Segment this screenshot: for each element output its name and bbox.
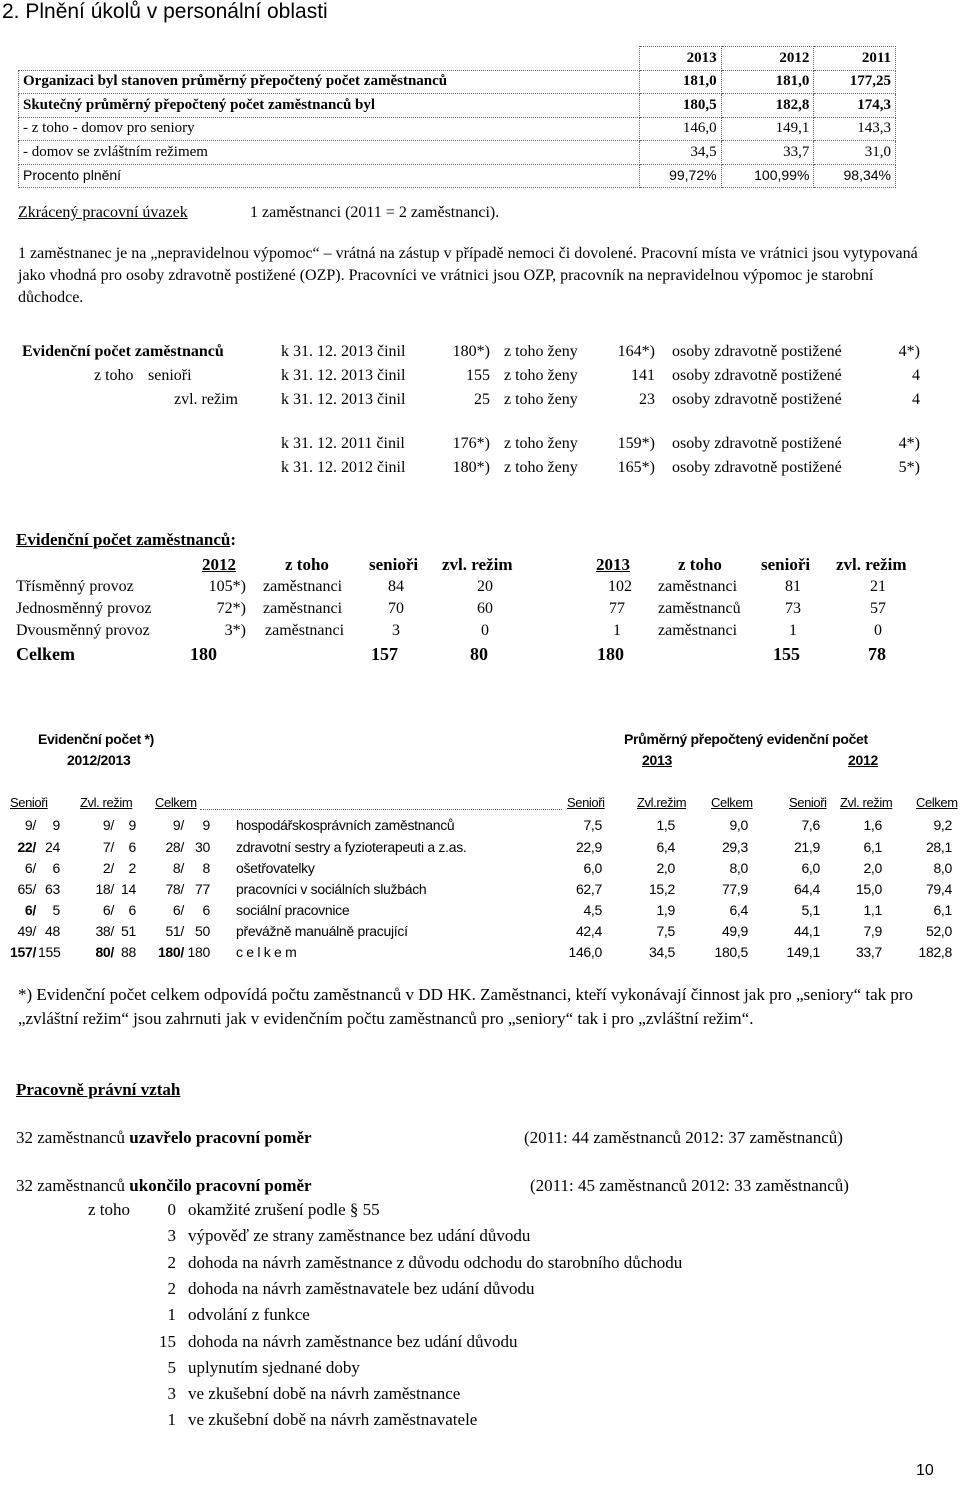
reason-text: ve zkušební době na návrh zaměstnavatele — [188, 1410, 478, 1430]
reason-count: 15 — [159, 1331, 176, 1351]
shift-n1: 105*) — [208, 578, 246, 595]
staff-col-header: Celkem — [155, 795, 197, 810]
staff-count-special-2012: 9/ — [102, 817, 114, 833]
terminated-count: 32 zaměstnanců — [16, 1176, 130, 1195]
row-label: - z toho - domov pro seniory — [19, 117, 640, 141]
cell: 180,5 — [640, 94, 722, 118]
staff-fte-value: 52,0 — [925, 923, 952, 939]
staff-count-total-2013: 180 — [187, 944, 210, 960]
shift-total-label: Celkem — [16, 644, 75, 664]
reason-text: odvolání z funkce — [188, 1305, 310, 1325]
staff-count-total-2012: 8/ — [172, 860, 184, 876]
shift-label: Třísměnný provoz — [16, 578, 134, 595]
evid-count: 180*) — [452, 343, 490, 360]
staff-fte-value: 1,6 — [863, 817, 882, 833]
shifts-year: 2012 — [202, 555, 236, 574]
shift-label: Jednosměnný provoz — [16, 600, 152, 617]
evid-women-label: z toho ženy — [504, 435, 578, 452]
staff-fte-value: 6,4 — [656, 839, 675, 855]
staff-fte-value: 15,2 — [648, 881, 675, 897]
staff-count-seniors-2012: 65/ — [17, 881, 36, 897]
plan-table-row — [19, 141, 896, 165]
staff-fte-value: 2,0 — [656, 860, 675, 876]
cell: 146,0 — [640, 117, 722, 141]
hired-label: uzavřelo pracovní poměr — [129, 1128, 312, 1147]
evid-women: 159*) — [617, 435, 655, 452]
staff-count-total-2012: 6/ — [172, 902, 184, 918]
paragraph: 1 zaměstnanec je na „nepravidelnou výpomoc“ – vrátná na zástup v případě nemoci či dovolené. Pracovní místa ve vrátnici jsou vytypovaná jako vhodná pro osoby zdravotně postižené (OZP). Pracovníci ve vrátnici jsou OZP, pracovník na nepravidelnou výpomoc je starobní důchodce. — [18, 245, 918, 306]
staff-fte-value: 7,9 — [863, 923, 882, 939]
staff-fte-value: 7,6 — [801, 817, 820, 833]
evid-date: k 31. 12. 2013 činil — [281, 343, 406, 360]
row-label: - domov se zvláštním režimem — [19, 141, 640, 165]
staff-count-total-2013: 6 — [202, 902, 210, 918]
staff-right-year: 2012 — [848, 752, 878, 768]
terminated-comparison: (2011: 45 zaměstnanců 2012: 33 zaměstnanců) — [530, 1176, 849, 1195]
shift-total-n2: 180 — [597, 644, 624, 664]
cell: 181,0 — [640, 70, 722, 94]
labor-line-terminated — [16, 1176, 312, 1196]
staff-fte-value: 7,5 — [656, 923, 675, 939]
reason-count: 3 — [167, 1384, 176, 1404]
shift-z1: 60 — [477, 600, 493, 617]
labor-ztoho: z toho — [88, 1200, 131, 1219]
shift-s1: 70 — [388, 600, 404, 617]
cell: 33,7 — [721, 141, 814, 165]
year-header: 2012 — [721, 47, 814, 71]
shifts-title-text: Evidenční počet zaměstnanců — [16, 530, 231, 549]
staff-fte-value: 1,9 — [656, 902, 675, 918]
shift-z2: 0 — [874, 622, 882, 639]
staff-fte-value: 64,4 — [793, 881, 820, 897]
staff-right-title: Průměrný přepočtený evidenční počet — [624, 731, 868, 747]
shifts-title — [16, 530, 236, 550]
footnote: *) Evidenční počet celkem odpovídá počtu zaměstnanců v DD HK. Zaměstnanci, kteří vykonávají činnost jak pro „seniory“ tak pro „zvláštní režim“ jsou zahrnuti jak v evidenčním počtu zaměstnanců pro „seniory“ tak i pro „zvláštní režim“. — [18, 985, 914, 1028]
evid-women-label: z toho ženy — [504, 391, 578, 408]
staff-fte-value: 22,9 — [575, 839, 602, 855]
staff-count-seniors-2013: 5 — [52, 902, 60, 918]
staff-fte-value: 8,0 — [729, 860, 748, 876]
staff-right-year: 2013 — [642, 752, 672, 768]
staff-count-total-2012: 51/ — [165, 923, 184, 939]
row-label: Organizaci byl stanoven průměrný přepočtený počet zaměstnanců — [19, 70, 640, 94]
reason-count: 3 — [167, 1226, 176, 1246]
staff-col-header: Zvl. režim — [840, 795, 893, 810]
staff-count-total-2012: 9/ — [172, 817, 184, 833]
staff-fte-value: 6,0 — [801, 860, 820, 876]
evid-b: senioři — [148, 367, 192, 384]
staff-fte-value: 5,1 — [801, 902, 820, 918]
terminated-label: ukončilo pracovní poměr — [129, 1176, 312, 1195]
reason-text: okamžité zrušení podle § 55 — [188, 1200, 380, 1219]
staff-fte-value: 6,1 — [863, 839, 882, 855]
row-label: Skutečný průměrný přepočtený počet zaměstnanců byl — [19, 94, 640, 118]
cell: 98,34% — [814, 164, 896, 188]
evid-ozp: 5*) — [898, 459, 920, 476]
evid-ozp-label: osoby zdravotně postižené — [672, 367, 842, 384]
shift-n2: 77 — [609, 600, 625, 617]
staff-fte-value: 28,1 — [925, 839, 952, 855]
plan-table-corner — [19, 47, 640, 71]
staff-fte-value: 6,1 — [933, 902, 952, 918]
evid-women: 141 — [631, 367, 655, 384]
reason-text: výpověď ze strany zaměstnance bez udání důvodu — [188, 1226, 531, 1246]
evid-count: 176*) — [452, 435, 490, 452]
cell: 31,0 — [814, 141, 896, 165]
staff-count-seniors-2012: 49/ — [17, 923, 36, 939]
evid-title: Evidenční počet zaměstnanců — [22, 343, 224, 360]
shift-total-z1: 80 — [470, 644, 488, 664]
staff-count-special-2012: 2/ — [102, 860, 114, 876]
hired-comparison: (2011: 44 zaměstnanců 2012: 37 zaměstnanců) — [524, 1128, 843, 1147]
staff-count-seniors-2013: 48 — [45, 923, 60, 939]
shifts-col-header: z toho — [678, 555, 722, 574]
part-time-text: 1 zaměstnanci (2011 = 2 zaměstnanci). — [250, 204, 500, 221]
reason-text: ve zkušební době na návrh zaměstnance — [188, 1384, 461, 1404]
cell: 99,72% — [640, 164, 722, 188]
evid-ozp: 4*) — [898, 435, 920, 452]
plan-table-row — [19, 117, 896, 141]
evid-date: k 31. 12. 2013 činil — [281, 391, 406, 408]
shift-n2: 102 — [608, 578, 632, 595]
staff-fte-value: 149,1 — [786, 944, 820, 960]
staff-count-total-2013: 50 — [195, 923, 210, 939]
staff-count-special-2013: 51 — [121, 923, 136, 939]
year-header: 2013 — [640, 47, 722, 71]
staff-count-seniors-2012: 6/ — [24, 902, 36, 918]
staff-col-header: Zvl. režim — [80, 795, 133, 810]
plan-table-row — [19, 94, 896, 118]
evid-ozp: 4 — [912, 391, 920, 408]
reason-text: dohoda na návrh zaměstnance z důvodu odchodu do starobního důchodu — [188, 1252, 683, 1272]
evid-women-label: z toho ženy — [504, 343, 578, 360]
evid-women: 23 — [639, 391, 655, 408]
evid-ozp: 4*) — [898, 343, 920, 360]
shift-w1: zaměstnanci — [263, 600, 343, 617]
staff-col-header: Celkem — [916, 795, 958, 810]
staff-fte-value: 44,1 — [793, 923, 820, 939]
shift-total-s1: 157 — [371, 644, 398, 664]
evid-date: k 31. 12. 2011 činil — [281, 435, 405, 452]
cell: 177,25 — [814, 70, 896, 94]
plan-table-row — [19, 164, 896, 188]
shift-z2: 21 — [870, 578, 886, 595]
staff-fte-value: 146,0 — [568, 944, 602, 960]
shift-n1: 3*) — [224, 622, 246, 639]
staff-col-header: Senioři — [10, 795, 48, 810]
cell: 149,1 — [721, 117, 814, 141]
staff-category: pracovníci v sociálních službách — [236, 881, 427, 897]
staff-fte-value: 9,2 — [933, 817, 952, 833]
shift-s1: 84 — [388, 578, 404, 595]
evid-count: 180*) — [452, 459, 490, 476]
shift-s2: 1 — [789, 622, 797, 639]
staff-count-seniors-2013: 6 — [52, 860, 60, 876]
staff-fte-value: 2,0 — [863, 860, 882, 876]
shift-w1: zaměstnanci — [265, 622, 345, 639]
staff-count-seniors-2012: 6/ — [24, 860, 36, 876]
labor-title: Pracovně právní vztah — [16, 1080, 181, 1099]
staff-left-period: 2012/2013 — [67, 752, 131, 768]
staff-fte-value: 34,5 — [648, 944, 675, 960]
hired-count: 32 zaměstnanců — [16, 1128, 130, 1147]
shifts-year: 2013 — [596, 555, 630, 574]
staff-category: převážně manuálně pracující — [236, 923, 408, 939]
evid-ozp-label: osoby zdravotně postižené — [672, 459, 842, 476]
shift-s2: 81 — [785, 578, 801, 595]
shift-w1: zaměstnanci — [263, 578, 343, 595]
evid-women: 164*) — [617, 343, 655, 360]
staff-count-special-2013: 14 — [121, 881, 136, 897]
staff-col-header: Senioři — [789, 795, 827, 810]
row-label: Procento plnění — [19, 164, 640, 188]
staff-fte-value: 4,5 — [583, 902, 602, 918]
staff-count-total-2013: 9 — [202, 817, 210, 833]
staff-fte-value: 1,1 — [863, 902, 882, 918]
staff-fte-value: 77,9 — [721, 881, 748, 897]
staff-left-title: Evidenční počet *) — [38, 731, 154, 747]
staff-col-header: Zvl.režim — [637, 795, 687, 810]
reason-count: 0 — [167, 1200, 176, 1219]
staff-count-special-2012: 18/ — [95, 881, 114, 897]
shift-total-n1: 180 — [190, 644, 217, 664]
evid-count: 155 — [466, 367, 490, 384]
shift-n2: 1 — [613, 622, 621, 639]
staff-fte-value: 1,5 — [656, 817, 675, 833]
evid-ozp-label: osoby zdravotně postižené — [672, 343, 842, 360]
evid-date: k 31. 12. 2013 činil — [281, 367, 406, 384]
staff-count-seniors-2012: 9/ — [24, 817, 36, 833]
reason-text: dohoda na návrh zaměstnavatele bez udání důvodu — [188, 1278, 535, 1298]
shift-w2: zaměstnanců — [658, 600, 741, 617]
staff-count-special-2013: 6 — [128, 902, 136, 918]
shifts-col-header: z toho — [285, 555, 329, 574]
staff-count-seniors-2012: 157/ — [10, 944, 37, 960]
staff-fte-value: 62,7 — [575, 881, 602, 897]
shifts-col-header: zvl. režim — [442, 555, 513, 574]
staff-count-seniors-2013: 63 — [45, 881, 60, 897]
staff-fte-value: 49,9 — [721, 923, 748, 939]
staff-fte-value: 7,5 — [583, 817, 602, 833]
staff-count-seniors-2013: 24 — [45, 839, 60, 855]
reason-count: 2 — [167, 1278, 176, 1298]
reason-text: dohoda na návrh zaměstnance bez udání důvodu — [188, 1331, 518, 1351]
staff-count-special-2013: 88 — [121, 944, 136, 960]
plan-table — [18, 46, 896, 188]
staff-fte-value: 15,0 — [855, 881, 882, 897]
reason-count: 1 — [167, 1410, 176, 1430]
shift-total-z2: 78 — [868, 644, 886, 664]
staff-count-special-2013: 2 — [128, 860, 136, 876]
staff-count-total-2013: 77 — [195, 881, 210, 897]
page-heading: 2. Plnění úkolů v personální oblasti — [2, 0, 328, 23]
staff-fte-value: 29,3 — [721, 839, 748, 855]
evid-a: z toho — [94, 367, 134, 384]
staff-category: sociální pracovnice — [236, 902, 350, 918]
plan-table-row — [19, 70, 896, 94]
shift-z1: 20 — [477, 578, 493, 595]
staff-count-special-2013: 9 — [128, 817, 136, 833]
staff-fte-value: 9,0 — [729, 817, 748, 833]
staff-fte-value: 6,4 — [729, 902, 748, 918]
shift-w2: zaměstnanci — [658, 622, 738, 639]
page-number: 10 — [916, 1462, 934, 1479]
staff-count-seniors-2012: 22/ — [17, 839, 36, 855]
cell: 100,99% — [721, 164, 814, 188]
staff-count-special-2013: 6 — [128, 839, 136, 855]
reason-count: 1 — [167, 1305, 176, 1325]
cell: 182,8 — [721, 94, 814, 118]
evid-ozp: 4 — [912, 367, 920, 384]
staff-count-special-2012: 80/ — [95, 944, 114, 960]
staff-count-special-2012: 38/ — [95, 923, 114, 939]
staff-fte-value: 6,0 — [583, 860, 602, 876]
staff-count-total-2012: 180/ — [157, 944, 184, 960]
staff-fte-value: 33,7 — [855, 944, 882, 960]
part-time-label: Zkrácený pracovní úvazek — [18, 204, 188, 221]
staff-count-total-2013: 30 — [195, 839, 210, 855]
shift-s2: 73 — [785, 600, 801, 617]
staff-category: ošetřovatelky — [236, 860, 315, 876]
staff-category: hospodářskosprávních zaměstnanců — [236, 817, 455, 833]
staff-fte-value: 21,9 — [793, 839, 820, 855]
shift-z1: 0 — [481, 622, 489, 639]
evid-b: zvl. režim — [174, 391, 238, 408]
cell: 174,3 — [814, 94, 896, 118]
evid-women: 165*) — [617, 459, 655, 476]
reason-count: 2 — [167, 1252, 176, 1272]
evid-date: k 31. 12. 2012 činil — [281, 459, 406, 476]
staff-fte-value: 182,8 — [918, 944, 952, 960]
shifts-col-header: zvl. režim — [836, 555, 907, 574]
staff-fte-value: 8,0 — [933, 860, 952, 876]
shift-s1: 3 — [392, 622, 400, 639]
plan-table-header — [19, 47, 896, 71]
staff-fte-value: 79,4 — [925, 881, 952, 897]
cell: 181,0 — [721, 70, 814, 94]
shift-label: Dvousměnný provoz — [16, 622, 150, 639]
staff-count-special-2012: 7/ — [102, 839, 114, 855]
staff-count-special-2012: 6/ — [102, 902, 114, 918]
staff-col-header: Senioři — [567, 795, 605, 810]
staff-category: c e l k e m — [236, 944, 297, 960]
shifts-title-colon: : — [230, 530, 237, 549]
header-leader-line — [200, 809, 562, 810]
staff-count-total-2012: 28/ — [165, 839, 184, 855]
evid-ozp-label: osoby zdravotně postižené — [672, 391, 842, 408]
staff-fte-value: 180,5 — [714, 944, 748, 960]
cell: 143,3 — [814, 117, 896, 141]
evid-women-label: z toho ženy — [504, 367, 578, 384]
evid-ozp-label: osoby zdravotně postižené — [672, 435, 842, 452]
staff-category: zdravotní sestry a fyzioterapeuti a z.as. — [236, 839, 467, 855]
evid-women-label: z toho ženy — [504, 459, 578, 476]
year-header: 2011 — [814, 47, 896, 71]
shift-w2: zaměstnanci — [658, 578, 738, 595]
shift-z2: 57 — [870, 600, 886, 617]
shift-total-s2: 155 — [773, 644, 800, 664]
staff-count-seniors-2013: 9 — [52, 817, 60, 833]
evid-count: 25 — [474, 391, 490, 408]
staff-count-total-2013: 8 — [202, 860, 210, 876]
cell: 34,5 — [640, 141, 722, 165]
staff-col-header: Celkem — [711, 795, 753, 810]
reason-text: uplynutím sjednané doby — [188, 1357, 360, 1377]
labor-line-hired — [16, 1128, 312, 1148]
staff-fte-value: 42,4 — [575, 923, 602, 939]
staff-count-seniors-2013: 155 — [38, 944, 61, 960]
shifts-col-header: senioři — [761, 555, 811, 574]
shift-n1: 72*) — [216, 600, 246, 617]
shifts-col-header: senioři — [369, 555, 419, 574]
staff-count-total-2012: 78/ — [165, 881, 184, 897]
reason-count: 5 — [167, 1357, 176, 1377]
